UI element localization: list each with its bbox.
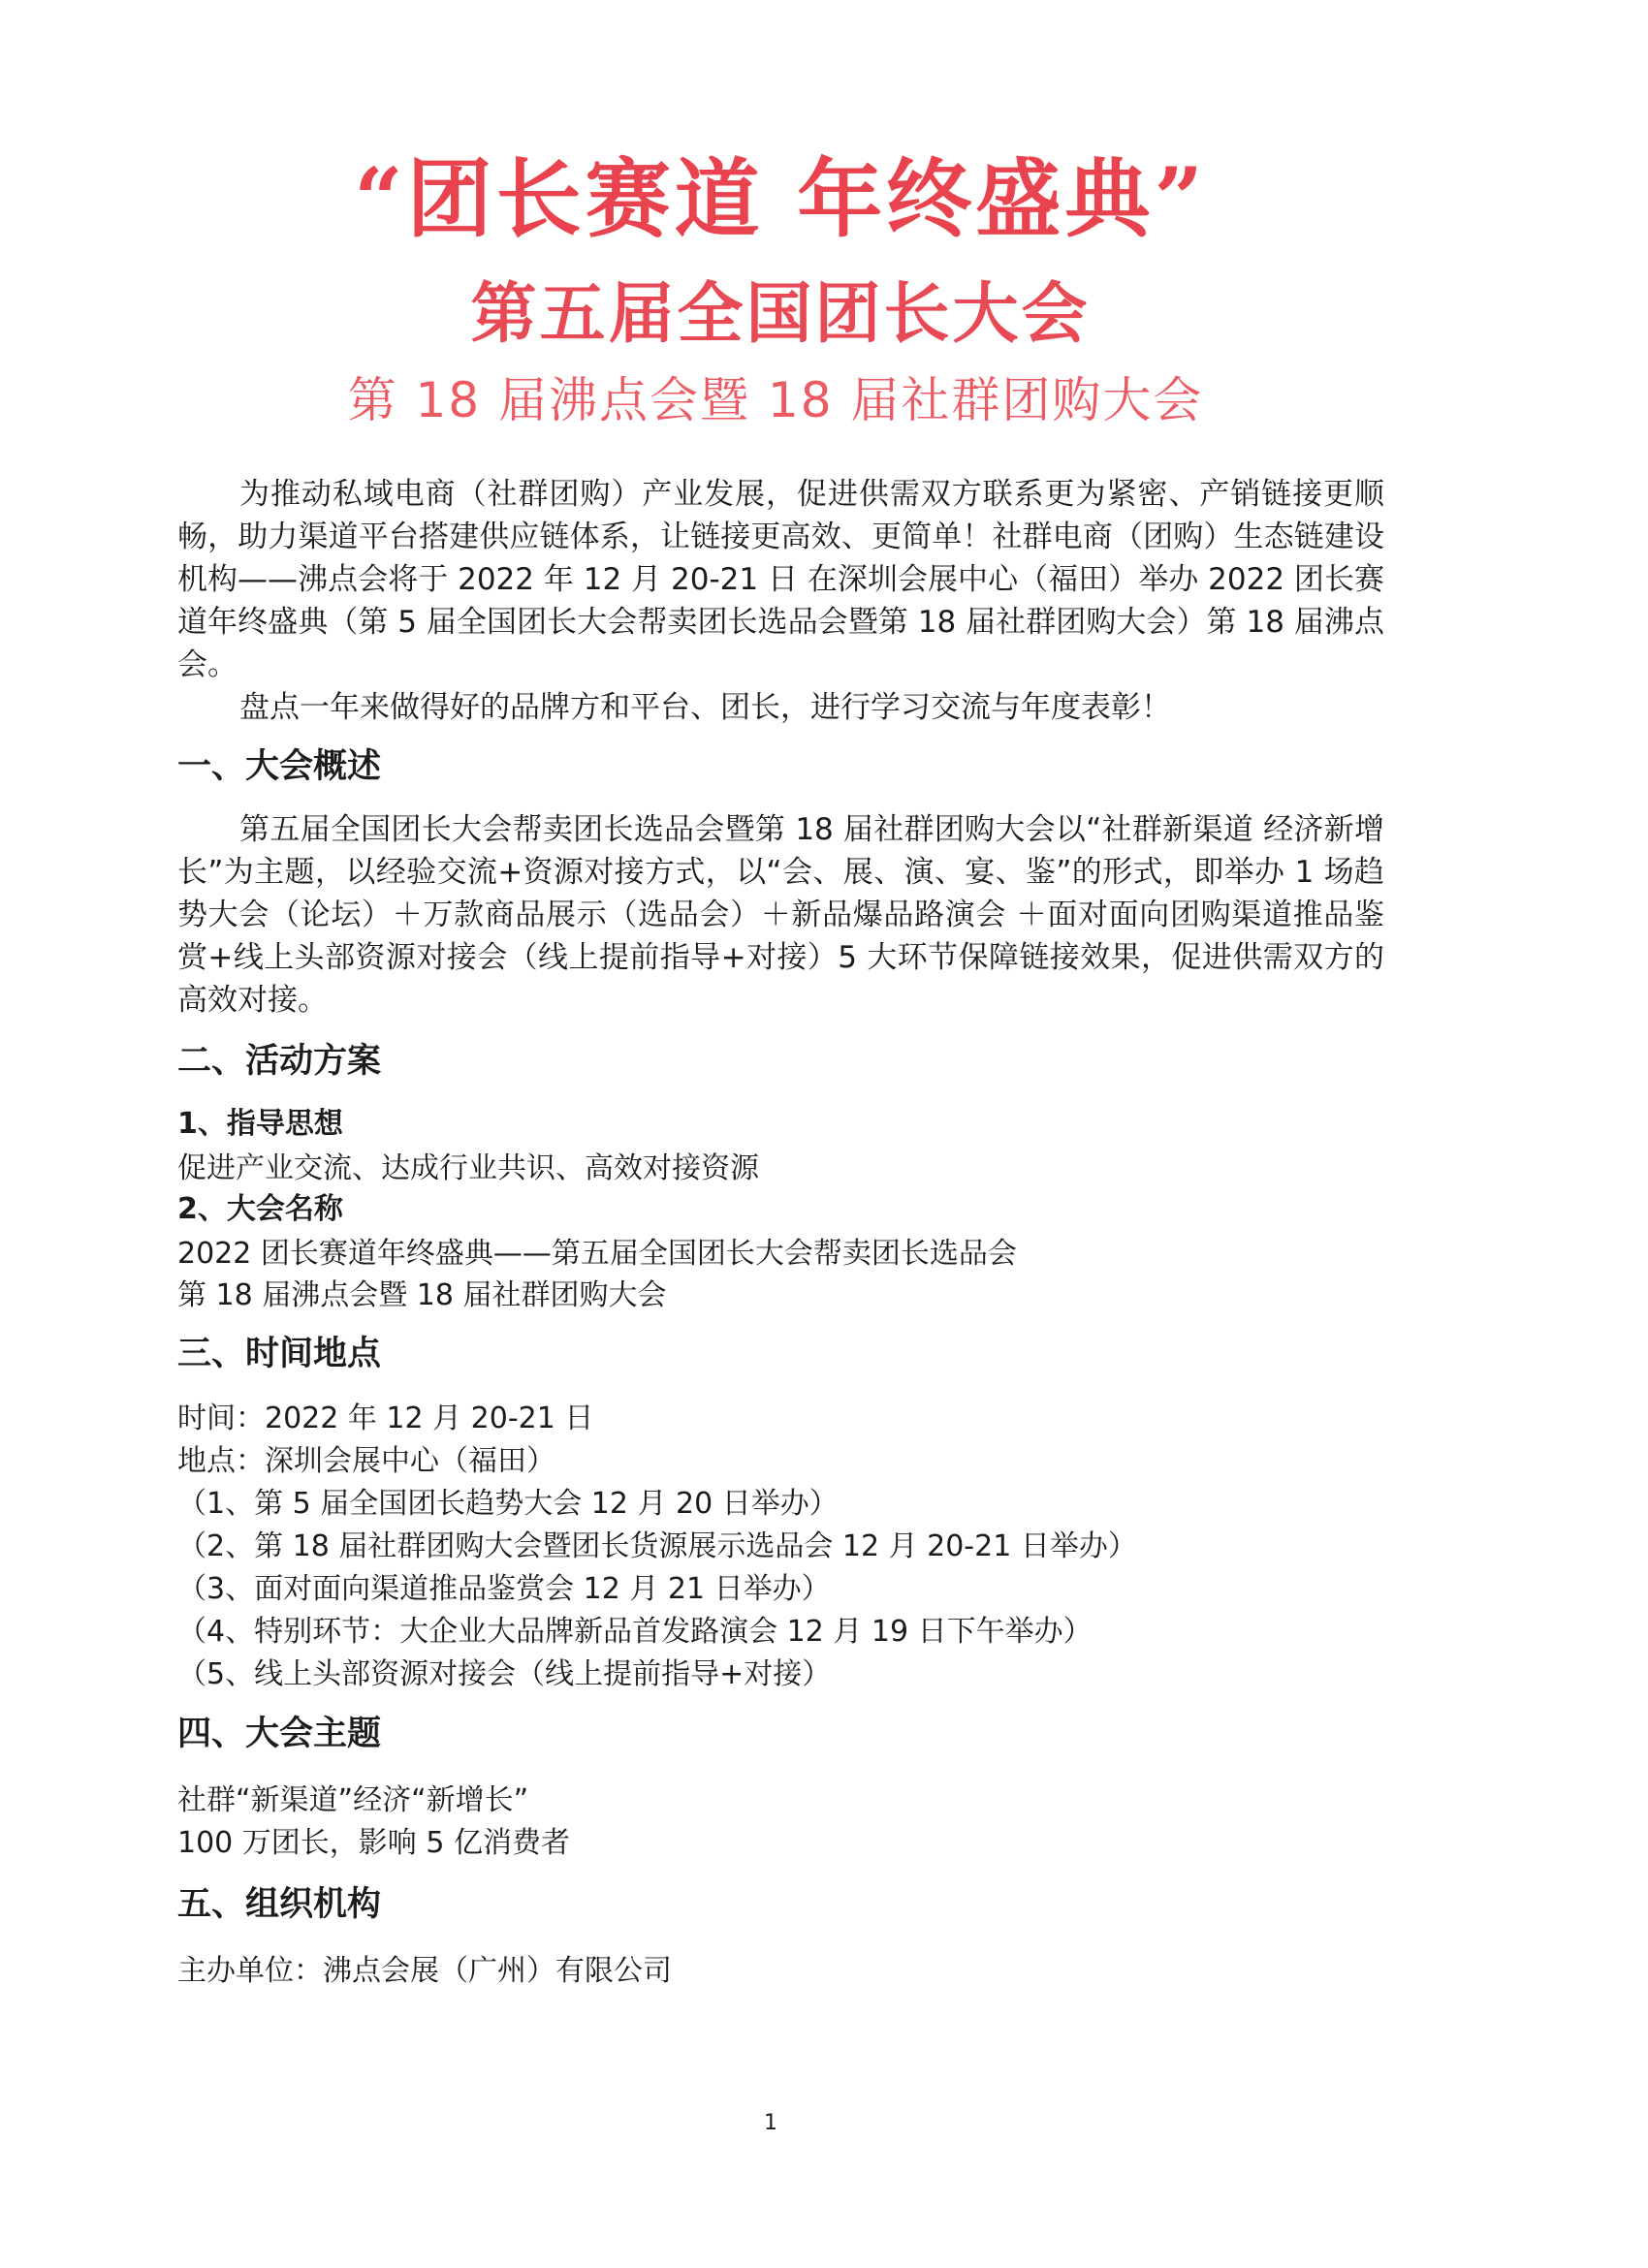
theme-line-1: 社群“新渠道”经济“新增长” bbox=[177, 1783, 529, 1817]
conference-name-line-2: 第 18 届沸点会暨 18 届社群团购大会 bbox=[177, 1278, 667, 1312]
subtitle: 第五届全国团长大会 bbox=[470, 276, 1091, 353]
schedule-item: （3、面对面向渠道推品鉴赏会 12 月 21 日举办） bbox=[177, 1572, 831, 1606]
conference-name-line-1: 2022 团长赛道年终盛典——第五届全国团长大会帮卖团长选品会 bbox=[177, 1237, 1017, 1271]
schedule-item: （1、第 5 届全国团长趋势大会 12 月 20 日举办） bbox=[177, 1487, 839, 1521]
section-3-heading: 三、时间地点 bbox=[177, 1335, 382, 1373]
sub-subtitle: 第 18 届沸点会暨 18 届社群团购大会 bbox=[347, 372, 1204, 428]
main-title: “团长赛道 年终盛典” bbox=[354, 148, 1207, 249]
event-place: 地点：深圳会展中心（福田） bbox=[177, 1444, 555, 1478]
schedule-item: （4、特别环节：大企业大品牌新品首发路演会 12 月 19 日下午举办） bbox=[177, 1615, 1093, 1649]
intro-paragraph-1: 为推动私域电商（社群团购）产业发展，促进供需双方联系更为紧密、产销链接更顺畅，助力渠道平台搭建供应链体系，让链接更高效、更简单！社群电商（团购）生态链建设机构——沸点会将于 2022 年 12 月 20-21 日 在深圳会展中心（福田）举办 2022 团长赛道年终盛典（第 5 届全国团长大会帮卖团长选品会暨第 18 届社群团购大会）第 18 届沸点会。 bbox=[177, 477, 1384, 682]
event-time: 时间：2022 年 12 月 20-21 日 bbox=[177, 1402, 594, 1435]
guiding-idea-text: 促进产业交流、达成行业共识、高效对接资源 bbox=[177, 1151, 759, 1185]
intro-paragraph-2: 盘点一年来做得好的品牌方和平台、团长，进行学习交流与年度表彰！ bbox=[239, 690, 1171, 725]
schedule-item: （5、线上头部资源对接会（线上提前指导+对接） bbox=[177, 1657, 832, 1691]
section-1-body: 第五届全国团长大会帮卖团长选品会暨第 18 届社群团购大会以“社群新渠道 经济新增长”为主题，以经验交流+资源对接方式，以“会、展、演、宴、鉴”的形式，即举办 1 场趋势大会（论坛）＋万款商品展示（选品会）＋新品爆品路演会 ＋面对面向团购渠道推品鉴赏+线上头部资源对接会（线上提前指导+对接）5 大环节保障链接效果，促进供需双方的高效对接。 bbox=[177, 812, 1384, 1018]
schedule-item: （2、第 18 届社群团购大会暨团长货源展示选品会 12 月 20-21 日举办） bbox=[177, 1529, 1137, 1563]
subsection-conference-name: 2、大会名称 bbox=[177, 1192, 343, 1226]
subsection-guiding-idea: 1、指导思想 bbox=[177, 1107, 343, 1141]
section-2-heading: 二、活动方案 bbox=[177, 1042, 382, 1081]
organizer-text: 主办单位：沸点会展（广州）有限公司 bbox=[177, 1954, 672, 1988]
section-1-heading: 一、大会概述 bbox=[177, 747, 382, 786]
section-5-heading: 五、组织机构 bbox=[177, 1885, 382, 1924]
section-4-heading: 四、大会主题 bbox=[177, 1715, 382, 1753]
page-number: 1 bbox=[764, 2111, 777, 2135]
theme-line-2: 100 万团长，影响 5 亿消费者 bbox=[177, 1826, 570, 1860]
